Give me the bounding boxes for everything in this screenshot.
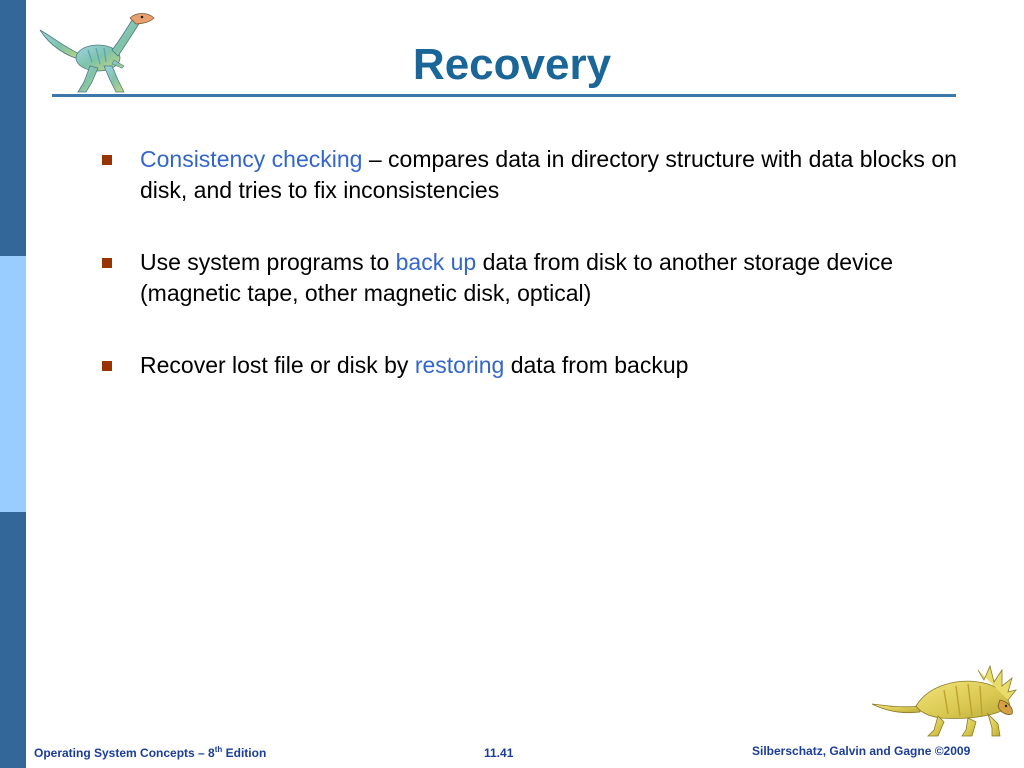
bullet-term: Consistency checking [140,146,363,172]
dinosaur-icon [868,656,1018,738]
bullet-item [98,350,998,381]
bullet-text: data from backup [504,352,689,378]
sidebar-segment-middle [0,256,26,512]
bullet-text: Use system programs to [140,249,396,275]
bullet-text: Recover lost file or disk by [140,352,415,378]
bullet-term: restoring [414,352,505,378]
bullet-text: data from disk to another storage device (magnetic tape, other magnetic disk, optical) [140,249,893,306]
footer-page-number: 11.41 [484,746,514,760]
sidebar-stripe [0,0,26,768]
slide-title: Recovery [412,40,612,89]
bullet-item [98,144,998,206]
footer-copyright: Silberschatz, Galvin and Gagne ©2009 [752,744,971,758]
bullet-marker [102,155,112,165]
bullet-text: – compares data in directory structure with data blocks on disk, and tries to fix inconsistencies [140,146,957,203]
bullet-list [98,144,998,422]
footer-book-sup: th [214,745,223,754]
bullet-term: back up [395,249,477,275]
bullet-item [98,247,998,309]
footer-book-suffix: Edition [222,746,267,760]
bullet-marker [102,258,112,268]
bullet-marker [102,361,112,371]
footer-book-prefix: Operating System Concepts – 8 [34,746,215,760]
title-underline [52,94,956,97]
sidebar-segment-bottom [0,512,26,768]
footer-book-title [34,745,266,761]
